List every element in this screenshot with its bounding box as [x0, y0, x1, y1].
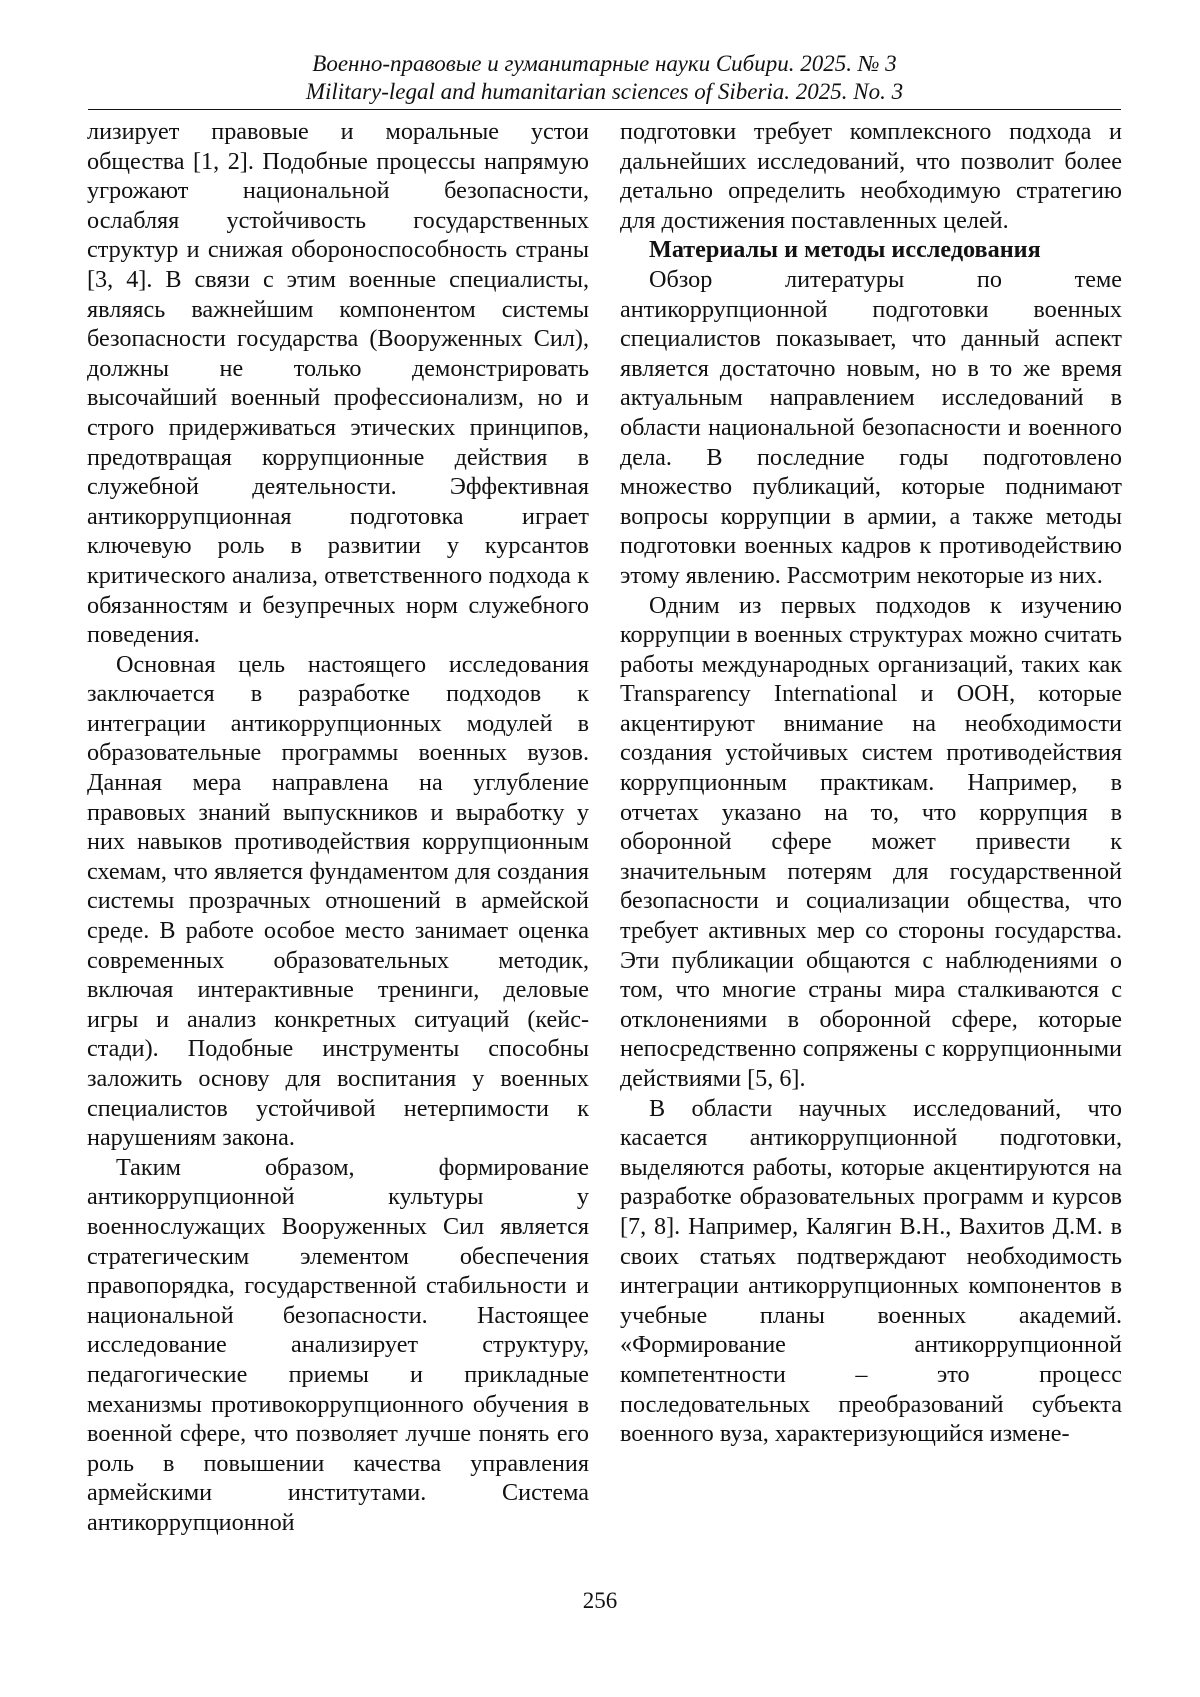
left-paragraph-2: Основная цель настоящего исследования заключается в разработке подходов к интеграции антикоррупционных модулей в образовательные программы военных вузов. Данная мера направлена на углубление правовых знаний выпускников и выработку у них навыков противодействия коррупционным схемам, что является фундаментом для создания системы прозрачных отношений в армейской среде. В работе особое место занимает оценка современных образовательных методик, включая интерактивные тренинги, деловые игры и анализ конкретных ситуаций (кейс-стади). Подобные инструменты способны заложить основу для воспитания у военных специалистов устойчивой нетерпимости к нарушениям закона. — [87, 650, 589, 1152]
right-paragraph-3: Одним из первых подходов к изучению коррупции в военных структурах можно считать работы международных организаций, таких как Transparency International и ООН, которые акцентируют внимание на необходимости создания устойчивых систем противодействия коррупционным практикам. Например, в отчетах указано на то, что коррупция в оборонной сфере может привести к значительным потерям для государственной безопасности и социализации общества, что требует активных мер со стороны государства. Эти публикации общаются с наблюдениями о том, что многие страны мира сталкиваются с отклонениями в оборонной сфере, которые непосредственно сопряжены с коррупционными действиями [5, 6]. — [620, 591, 1122, 1092]
running-header — [88, 50, 1121, 106]
page-number: 256 — [582, 1588, 618, 1613]
right-paragraph-2: Обзор литературы по теме антикоррупционной подготовки военных специалистов показывает, что данный аспект является достаточно новым, но в то же время актуальным направлением исследований в области национальной безопасности и военного дела. В последние годы подготовлено множество публикаций, которые поднимают вопросы коррупции в армии, а также методы подготовки военных кадров к противодействию этому явлению. Рассмотрим некоторые из них. — [620, 265, 1122, 589]
header-rule — [88, 109, 1121, 110]
right-paragraph-1: подготовки требует комплексного подхода и дальнейших исследований, что позволит более детально определить необходимую стратегию для достижения поставленных целей. — [620, 118, 1122, 234]
left-paragraph-1: лизирует правовые и моральные устои общества [1, 2]. Подобные процессы напрямую угрожают национальной безопасности, ослабляя устойчивость государственных структур и снижая обороноспособность страны [3, 4]. В связи с этим военные специалисты, являясь важнейшим компонентом системы безопасности государства (Вооруженных Сил), должны не только демонстрировать высочайший военный профессионализм, но и строго придерживаться этических принципов, предотвращая коррупционные действия в служебной деятельности. Эффективная антикоррупционная подготовка играет ключевую роль в развитии у курсантов критического анализа, ответственного подхода к обязанностям и безупречных норм служебного поведения. — [87, 118, 589, 649]
right-paragraph-4: В области научных исследований, что касается антикоррупционной подготовки, выделяются работы, которые акцентируются на разработке образовательных программ и курсов [7, 8]. Например, Калягин В.Н., Вахитов Д.М. в своих статьях подтверждают необходимость интеграции антикоррупционных компонентов в учебные планы военных академий. «Формирование антикоррупционной компетентности – это процесс последовательных преобразований субъекта военного вуза, характеризующийся измене- — [620, 1094, 1122, 1448]
header-title-ru: Военно-правовые и гуманитарные науки Сибири. 2025. № 3 — [312, 51, 897, 76]
section-heading: Материалы и методы исследования — [649, 236, 1041, 264]
header-title-en: Military-legal and humanitarian sciences of Siberia. 2025. No. 3 — [305, 79, 904, 104]
left-paragraph-3: Таким образом, формирование антикоррупционной культуры у военнослужащих Вооруженных Сил является стратегическим элементом обеспечения правопорядка, государственной стабильности и национальной безопасности. Настоящее исследование анализирует структуру, педагогические приемы и прикладные механизмы противокоррупционного обучения в военной сфере, что позволяет лучше понять его роль в повышении качества управления армейскими институтами. Система антикоррупционной — [87, 1153, 589, 1536]
right-column — [620, 117, 1122, 1449]
left-column — [87, 117, 589, 1538]
